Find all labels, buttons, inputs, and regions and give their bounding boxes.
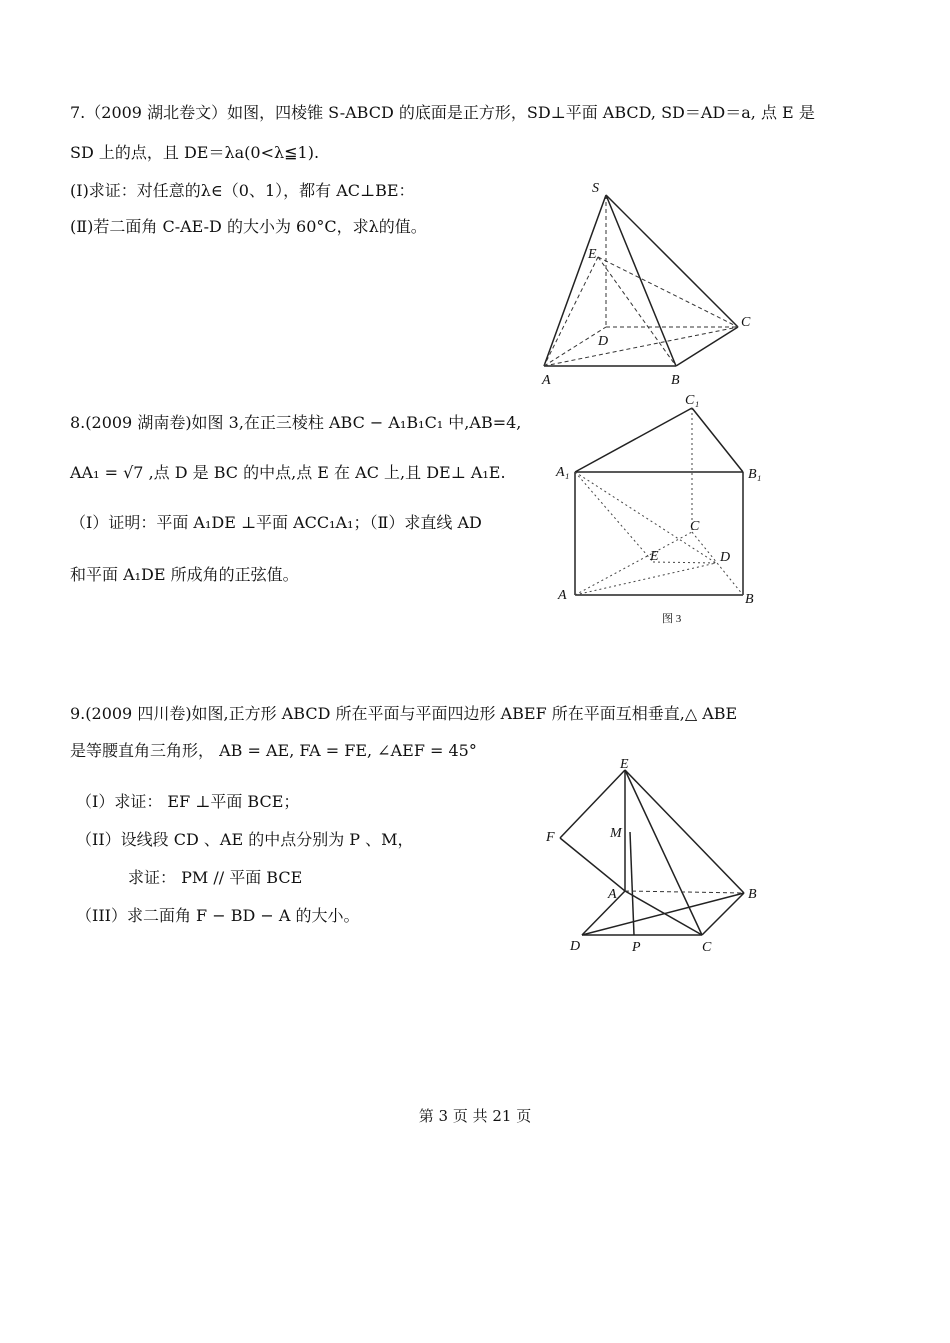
- p9-label-f: F: [546, 830, 555, 845]
- p8-label-c: C: [690, 519, 700, 534]
- p8-line4: 和平面 A₁DE 所成角的正弦值。: [70, 565, 299, 584]
- p9-label-e: E: [620, 757, 629, 772]
- p8-line3: （Ⅰ）证明：平面 A₁DE ⊥平面 ACC₁A₁；（Ⅱ）求直线 AD: [70, 513, 482, 532]
- page-number-footer: 第 3 页 共 21 页: [418, 1107, 532, 1125]
- p9-label-c: C: [702, 940, 712, 955]
- p8-line1: 8.(2009 湖南卷)如图 3,在正三棱柱 ABC − A₁B₁C₁ 中,AB=4,: [70, 413, 522, 432]
- p7-line1: 7.（2009 湖北卷文）如图，四棱锥 S-ABCD 的底面是正方形，SD⊥平面 ABCD, SD＝AD＝a, 点 E 是: [70, 103, 815, 122]
- p8-label-e: E: [650, 549, 659, 564]
- p8-label-b: B: [745, 592, 754, 607]
- p8-label-a1: A₁: [556, 465, 570, 480]
- p7-label-b: B: [671, 373, 680, 388]
- p8-label-b1: B₁: [748, 467, 762, 482]
- p9-question1: （I）求证： EF ⊥平面 BCE；: [76, 792, 300, 811]
- p8-label-c1: C₁: [685, 393, 700, 408]
- p7-label-a: A: [542, 373, 551, 388]
- p9-label-p: P: [632, 940, 641, 955]
- p8-figure-caption: 图 3: [662, 613, 682, 625]
- p9-label-d: D: [570, 939, 581, 954]
- p7-label-c: C: [741, 315, 751, 330]
- p8-prism-figure: [550, 390, 780, 635]
- p7-line2: SD 上的点，且 DE＝λa(0<λ≦1).: [70, 143, 320, 162]
- p9-question2b: 求证： PM // 平面 BCE: [128, 868, 303, 887]
- p8-line2: AA₁ = √7 ,点 D 是 BC 的中点,点 E 在 AC 上,且 DE⊥ A₁E.: [70, 463, 506, 482]
- p9-label-a: A: [608, 887, 617, 902]
- p7-question1: (Ⅰ)求证：对任意的λ∈（0、1），都有 AC⊥BE：: [70, 181, 415, 200]
- p9-line1: 9.(2009 四川卷)如图,正方形 ABCD 所在平面与平面四边形 ABEF 所在平面互相垂直,△ ABE: [70, 704, 738, 723]
- p7-label-d: D: [598, 334, 609, 349]
- p9-line2: 是等腰直角三角形， AB = AE, FA = FE, ∠AEF = 45°: [70, 741, 477, 760]
- p8-label-a: A: [558, 588, 567, 603]
- p9-question2: （II）设线段 CD 、AE 的中点分别为 P 、M，: [76, 830, 414, 849]
- p7-label-e: E: [588, 247, 597, 262]
- p7-question2: (Ⅱ)若二面角 C-AE-D 的大小为 60°C，求λ的值。: [70, 217, 427, 236]
- p9-label-b: B: [748, 887, 757, 902]
- p9-label-m: M: [610, 826, 622, 841]
- p7-label-s: S: [592, 181, 599, 196]
- p7-pyramid-figure: [530, 170, 780, 395]
- p8-label-d: D: [720, 550, 731, 565]
- p9-question3: （III）求二面角 F − BD − A 的大小。: [76, 906, 360, 925]
- p9-solid-figure: [540, 755, 770, 960]
